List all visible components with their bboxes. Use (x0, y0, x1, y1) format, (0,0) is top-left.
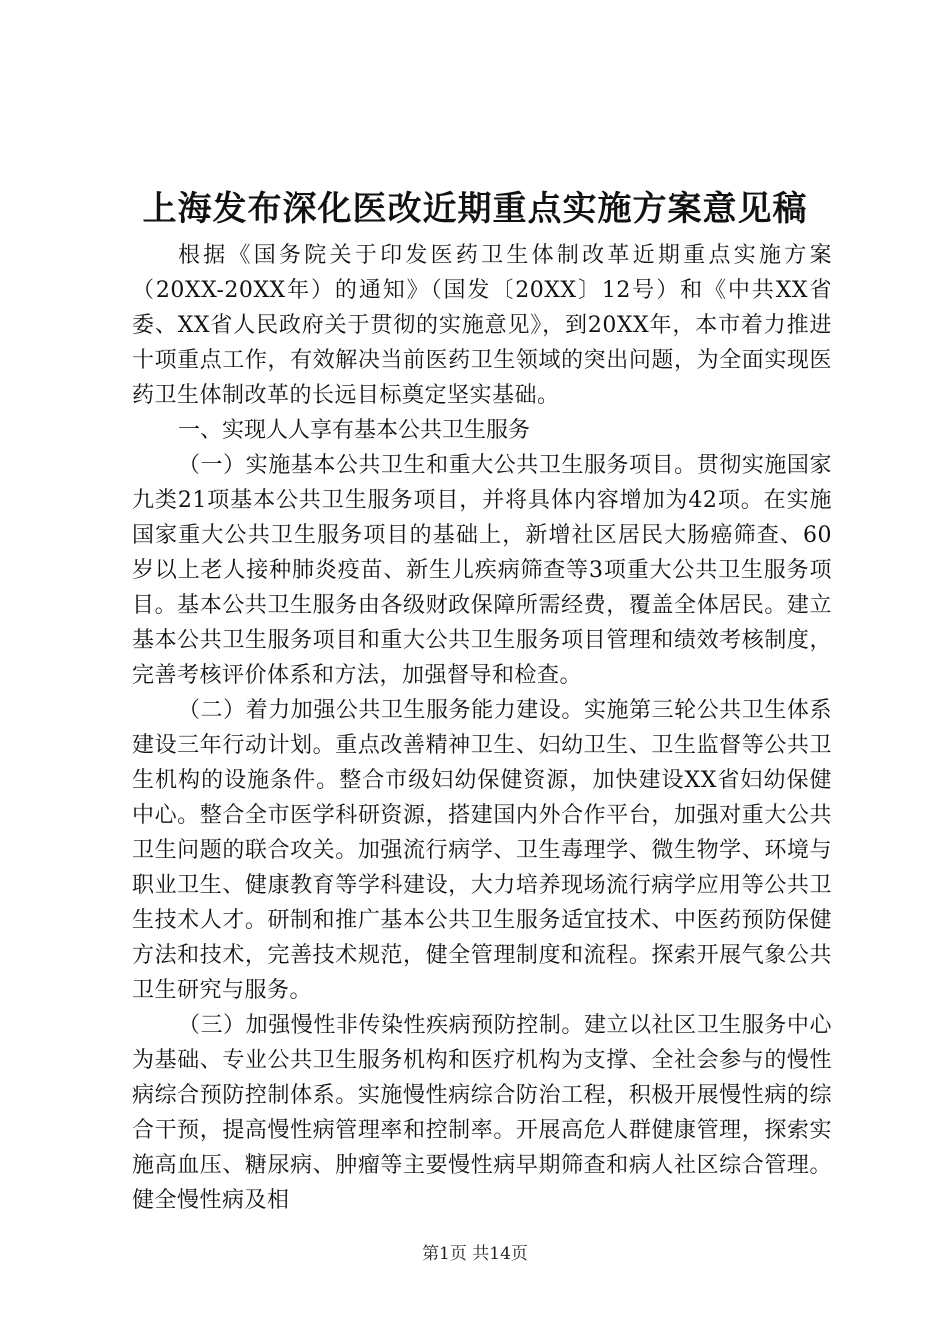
paragraph-item-1: （一）实施基本公共卫生和重大公共卫生服务项目。贯彻实施国家九类21项基本公共卫生服务项目，并将具体内容增加为42项。在实施国家重大公共卫生服务项目的基础上，新增社区居民大肠癌筛查、60岁以上老人接种肺炎疫苗、新生儿疾病筛查等3项重大公共卫生服务项目。基本公共卫生服务由各级财政保障所需经费，覆盖全体居民。建立基本公共卫生服务项目和重大公共卫生服务项目管理和绩效考核制度，完善考核评价体系和方法，加强督导和检查。 (132, 453, 832, 688)
page-footer: 第1页 共14页 (422, 1244, 528, 1264)
document-title: 上海发布深化医改近期重点实施方案意见稿 (142, 189, 808, 229)
section-heading: 一、实现人人享有基本公共卫生服务 (178, 418, 531, 443)
intro-paragraph: 根据《国务院关于印发医药卫生体制改革近期重点实施方案（20XX-20XX年）的通知》（国发〔20XX〕12号）和《中共XX省委、XX省人民政府关于贯彻的实施意见》，到20XX年，本市着力推进十项重点工作，有效解决当前医药卫生领域的突出问题，为全面实现医药卫生体制改革的长远目标奠定坚实基础。 (132, 243, 832, 408)
paragraph-item-2: （二）着力加强公共卫生服务能力建设。实施第三轮公共卫生体系建设三年行动计划。重点改善精神卫生、妇幼卫生、卫生监督等公共卫生机构的设施条件。整合市级妇幼保健资源，加快建设XX省妇幼保健中心。整合全市医学科研资源，搭建国内外合作平台，加强对重大公共卫生问题的联合攻关。加强流行病学、卫生毒理学、微生物学、环境与职业卫生、健康教育等学科建设，大力培养现场流行病学应用等公共卫生技术人才。研制和推广基本公共卫生服务适宜技术、中医药预防保健方法和技术，完善技术规范，健全管理制度和流程。探索开展气象公共卫生研究与服务。 (132, 698, 832, 1003)
document-body (132, 238, 832, 1218)
paragraph-item-3: （三）加强慢性非传染性疾病预防控制。建立以社区卫生服务中心为基础、专业公共卫生服务机构和医疗机构为支撑、全社会参与的慢性病综合预防控制体系。实施慢性病综合防治工程，积极开展慢性病的综合干预，提高慢性病管理率和控制率。开展高危人群健康管理，探索实施高血压、糖尿病、肿瘤等主要慢性病早期筛查和病人社区综合管理。健全慢性病及相 (132, 1013, 832, 1213)
